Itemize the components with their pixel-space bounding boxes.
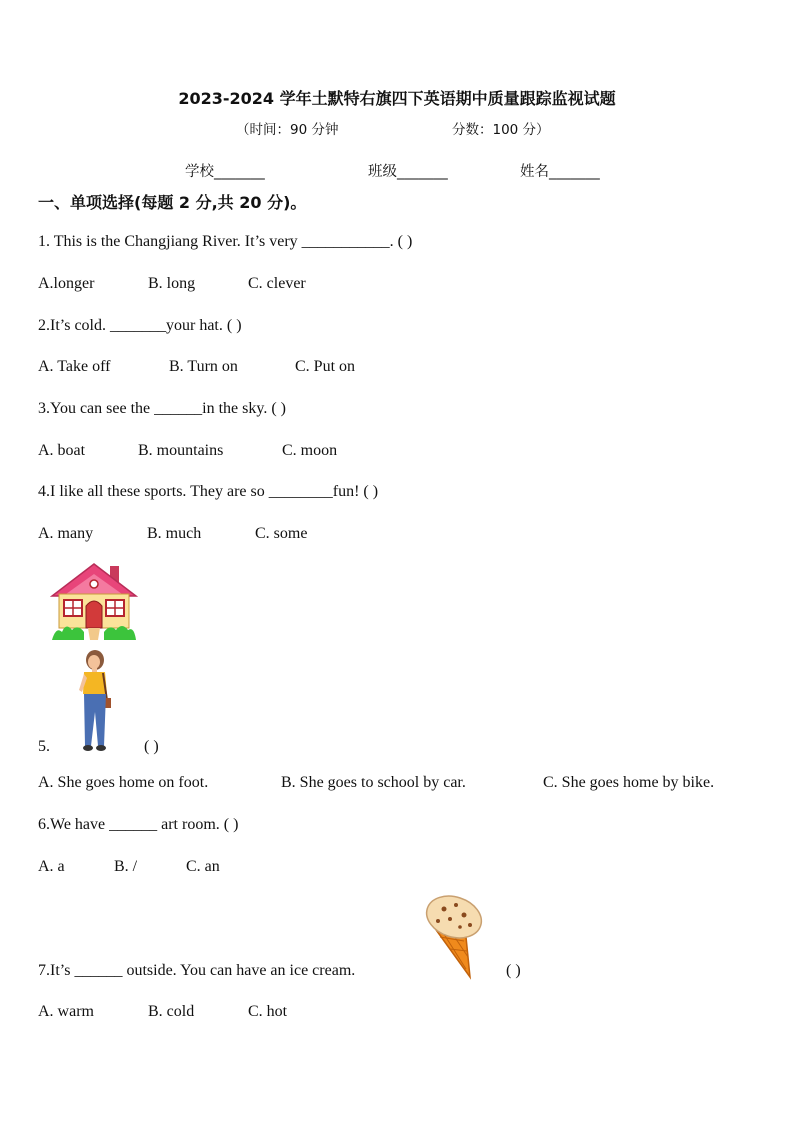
q7-paren: ( ) [506,962,521,979]
question-4: 4.I like all these sports. They are so ________fun! ( ) [38,483,379,500]
q1-option-b: B. long [148,275,196,292]
q4-option-a: A. many [38,525,94,542]
q4-option-c: C. some [255,525,308,542]
q6-option-a: A. a [38,858,65,875]
exam-score: 分数：100 分） [452,122,550,138]
q5-option-c: C. She goes home by bike. [543,774,715,791]
q1-option-c: C. clever [248,275,306,292]
page-title: 2023-2024 学年土默特右旗四下英语期中质量跟踪监视试题 [178,89,616,108]
ice-cream-picture [420,893,490,981]
q5-option-b: B. She goes to school by car. [281,774,466,791]
q2-option-c: C. Put on [295,358,356,375]
school-field: 学校_______ [185,164,265,180]
question-6: 6.We have ______ art room. ( ) [38,816,239,833]
q5-paren: ( ) [144,738,159,755]
q7-option-c: C. hot [248,1003,288,1020]
q7-option-a: A. warm [38,1003,94,1020]
exam-time: （时间：90 分钟 [236,122,339,138]
q3-option-a: A. boat [38,442,86,459]
q5-option-a: A. She goes home on foot. [38,774,209,791]
name-field: 姓名_______ [520,164,600,180]
class-field: 班级_______ [368,164,448,180]
q7-option-b: B. cold [148,1003,195,1020]
question-5: 5. [38,738,50,755]
question-1: 1. This is the Changjiang River. It’s very ___________. ( ) [38,233,413,250]
q3-option-c: C. moon [282,442,338,459]
q1-option-a: A.longer [38,275,95,292]
q4-option-b: B. much [147,525,202,542]
question-2: 2.It’s cold. _______your hat. ( ) [38,317,242,334]
q3-option-b: B. mountains [138,442,224,459]
q2-option-a: A. Take off [38,358,111,375]
walking-girl-picture [74,650,116,754]
question-3: 3.You can see the ______in the sky. ( ) [38,400,286,417]
house-picture [50,560,138,642]
question-7: 7.It’s ______ outside. You can have an ice cream. [38,962,356,979]
q6-option-c: C. an [186,858,220,875]
q6-option-b: B. / [114,858,138,875]
q2-option-b: B. Turn on [169,358,238,375]
section-title: 一、单项选择(每题 2 分,共 20 分)。 [38,193,307,212]
